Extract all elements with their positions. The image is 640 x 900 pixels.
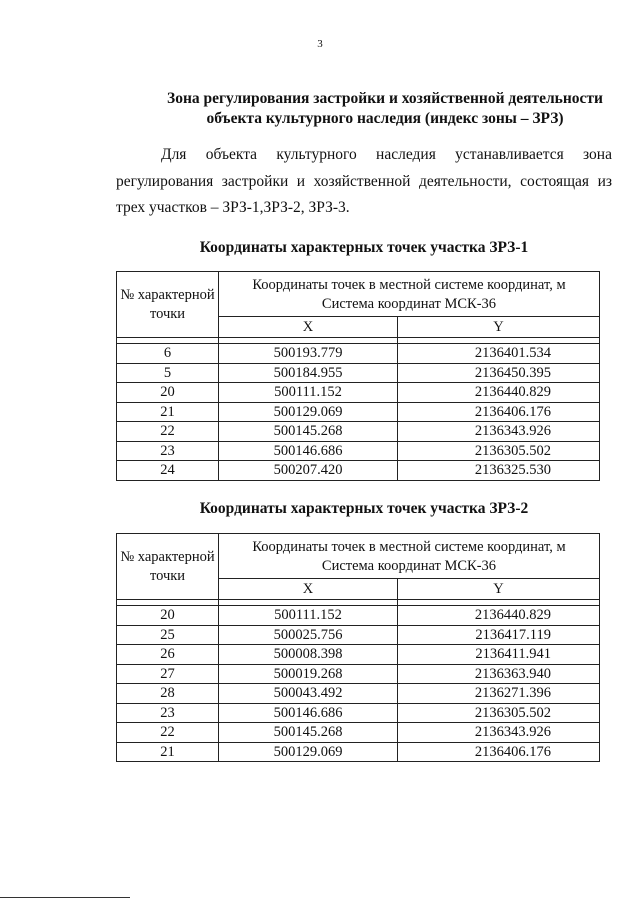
point-number-cell: 22 [117, 422, 219, 442]
header-y: Y [398, 579, 600, 600]
table-1-title: Координаты характерных точек участка ЗРЗ-1 [199, 239, 529, 256]
y-coordinate-cell: 2136343.926 [398, 723, 600, 743]
x-coordinate-cell: 500025.756 [219, 625, 398, 645]
table-row [117, 684, 600, 704]
y-coordinate-cell: 2136411.941 [398, 645, 600, 665]
x-coordinate-cell: 500111.152 [219, 383, 398, 403]
point-number-cell: 23 [117, 441, 219, 461]
header-coordinates [219, 534, 600, 579]
y-coordinate-cell: 2136450.395 [398, 363, 600, 383]
section-heading [150, 89, 620, 129]
x-coordinate-cell: 500146.686 [219, 441, 398, 461]
coordinates-table-zrz-2 [116, 533, 600, 762]
header-coordinates-line-1: Координаты точек в местной системе координат, м [252, 277, 566, 293]
y-coordinate-cell: 2136401.534 [398, 344, 600, 364]
table-row [117, 461, 600, 481]
header-coordinates-line-1: Координаты точек в местной системе координат, м [252, 539, 566, 555]
point-number-cell: 22 [117, 723, 219, 743]
point-number-cell: 23 [117, 703, 219, 723]
header-coordinates-line-2: Система координат МСК-36 [321, 558, 497, 574]
heading-line-2: объекта культурного наследия (индекс зоны – ЗРЗ) [206, 110, 564, 127]
table-row [117, 383, 600, 403]
header-x: X [219, 317, 398, 338]
table-row [117, 703, 600, 723]
x-coordinate-cell: 500184.955 [219, 363, 398, 383]
table-row [117, 363, 600, 383]
table-row [117, 441, 600, 461]
point-number-cell: 20 [117, 606, 219, 626]
point-number-cell: 28 [117, 684, 219, 704]
y-coordinate-cell: 2136271.396 [398, 684, 600, 704]
x-coordinate-cell: 500146.686 [219, 703, 398, 723]
table-1-body [117, 344, 600, 481]
coordinates-table-zrz-1 [116, 271, 600, 481]
x-coordinate-cell: 500043.492 [219, 684, 398, 704]
x-coordinate-cell: 500145.268 [219, 422, 398, 442]
x-coordinate-cell: 500207.420 [219, 461, 398, 481]
y-coordinate-cell: 2136305.502 [398, 441, 600, 461]
table-row [117, 645, 600, 665]
x-coordinate-cell: 500111.152 [219, 606, 398, 626]
page-number: 3 [317, 38, 323, 50]
header-point-number: № характерной точки [117, 534, 219, 600]
header-x: X [219, 579, 398, 600]
x-coordinate-cell: 500019.268 [219, 664, 398, 684]
x-coordinate-cell: 500193.779 [219, 344, 398, 364]
x-coordinate-cell: 500145.268 [219, 723, 398, 743]
header-y: Y [398, 317, 600, 338]
point-number-cell: 6 [117, 344, 219, 364]
y-coordinate-cell: 2136417.119 [398, 625, 600, 645]
point-number-cell: 20 [117, 383, 219, 403]
y-coordinate-cell: 2136406.176 [398, 742, 600, 762]
y-coordinate-cell: 2136406.176 [398, 402, 600, 422]
point-number-cell: 5 [117, 363, 219, 383]
intro-paragraph: Для объекта культурного наследия устанавливается зона регулирования застройки и хозяйственной деятельности, состоящая из трех участков – ЗРЗ-1,ЗРЗ-2, ЗРЗ-3. [116, 146, 612, 216]
x-coordinate-cell: 500129.069 [219, 742, 398, 762]
x-coordinate-cell: 500129.069 [219, 402, 398, 422]
table-2-body [117, 606, 600, 762]
y-coordinate-cell: 2136343.926 [398, 422, 600, 442]
table-2-title: Координаты характерных точек участка ЗРЗ-2 [199, 500, 529, 517]
header-coordinates-line-2: Система координат МСК-36 [321, 296, 497, 312]
point-number-cell: 21 [117, 402, 219, 422]
y-coordinate-cell: 2136440.829 [398, 383, 600, 403]
table-row [117, 742, 600, 762]
point-number-cell: 24 [117, 461, 219, 481]
table-row [117, 723, 600, 743]
table-row [117, 422, 600, 442]
y-coordinate-cell: 2136305.502 [398, 703, 600, 723]
table-row [117, 664, 600, 684]
y-coordinate-cell: 2136325.530 [398, 461, 600, 481]
point-number-cell: 27 [117, 664, 219, 684]
y-coordinate-cell: 2136440.829 [398, 606, 600, 626]
point-number-cell: 25 [117, 625, 219, 645]
y-coordinate-cell: 2136363.940 [398, 664, 600, 684]
footnote-divider [0, 897, 130, 898]
point-number-cell: 26 [117, 645, 219, 665]
point-number-cell: 21 [117, 742, 219, 762]
table-row [117, 625, 600, 645]
table-row [117, 344, 600, 364]
header-point-number: № характерной точки [117, 272, 219, 338]
table-row [117, 606, 600, 626]
heading-line-1: Зона регулирования застройки и хозяйственной деятельности [167, 90, 603, 107]
x-coordinate-cell: 500008.398 [219, 645, 398, 665]
header-coordinates [219, 272, 600, 317]
table-row [117, 402, 600, 422]
